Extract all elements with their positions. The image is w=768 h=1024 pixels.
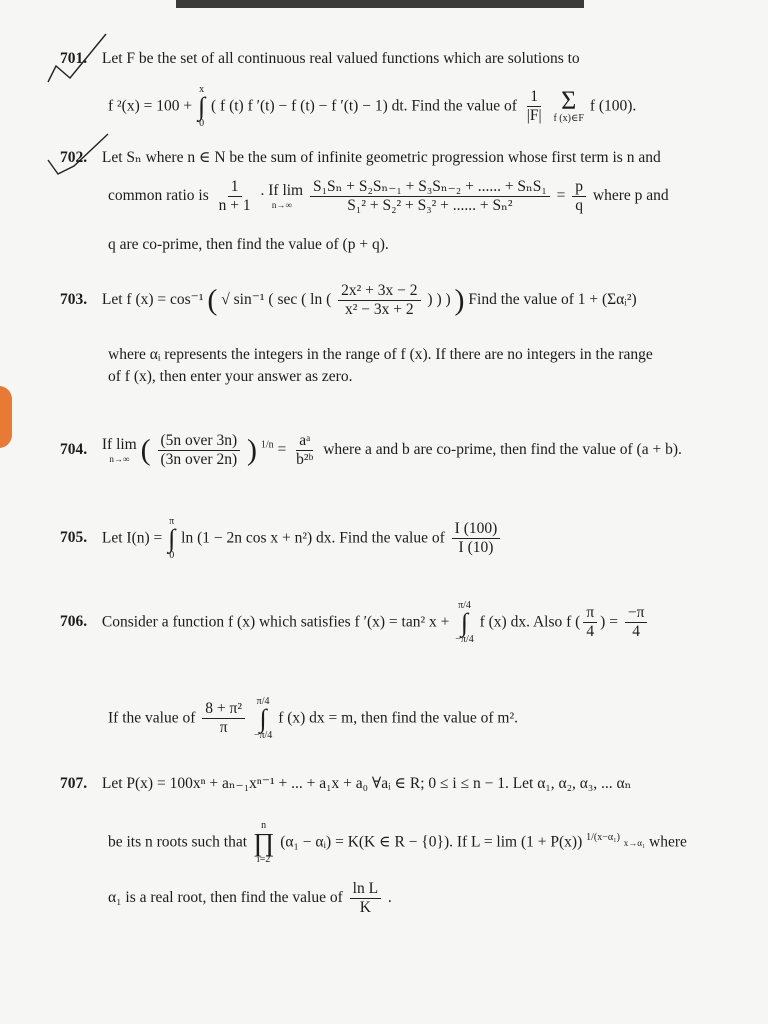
fraction: $\frac{1}{|F|}$ [526,88,542,125]
question-703-line1: 703. Let f (x) = cos⁻¹ ( √ sin⁻¹ ( sec ( ln ( $\frac{\text{2x² + 3x − 2}}{\text{x² − 3x + 2}}$ ) ) ) ) Find the value of 1 + (Σαᵢ²) [60,282,637,318]
question-707-line1: 707. Let P(x) = 100xⁿ + aₙ₋₁xⁿ⁻¹ + ... + a₁x + a₀ ∀aᵢ ∈ R; 0 ≤ i ≤ n − 1. Let α₁, α₂, α₃, ... αₙ [60,775,632,792]
question-705-line1: 705. Let I(n) = π ∫ 0 ln (1 − 2n cos x + n²) dx. Find the value of $\frac{I (100)}{I (10)}$ [60,516,503,561]
question-701-line2: f ²(x) = 100 + x ∫ 0 ( f (t) f ′(t) − f (t) − f ′(t) − 1) dt. Find the value of $\frac{1}{|F|}$ Σ f (x)∈F f (100). [108,84,637,130]
binomial-ratio: (5n over 3n) (3n over 2n) [158,432,241,469]
question-707-line3: α₁ is a real root, then find the value of $\frac{\text{ln L}}{K}$ . [108,880,392,916]
question-702-line3: q are co-prime, then find the value of (p + q). [108,236,389,253]
question-706-line1: 706. Consider a function f (x) which satisfies f ′(x) = tan² x + π/4 ∫ −π/4 f (x) dx. Also f ( $\frac{\pi}{4}$ ) = $\frac{-\pi}{4}$ [60,600,650,645]
side-tab-marker [0,386,12,448]
question-number: 701. [60,50,88,67]
top-edge-bar [176,0,584,8]
question-704-line1: 704. If lim n→∞ ( (5n over 3n) (3n over 2n) ) $^{1/n}$ = $\frac{\text{aᵃ}}{\text{b²ᵇ}}$ where a and b are co-prime, then find the value of (a + b). [60,432,682,468]
question-703-line3: of f (x), then enter your answer as zero. [108,368,353,385]
question-702-line1: 702. Let Sₙ where n ∈ N be the sum of infinite geometric progression whose first term is n and [60,149,661,166]
summation: Σ f (x)∈F [553,86,584,124]
question-702-line2: common ratio is $\frac{1}{n + 1}$ . If lim n→∞ S₁Sₙ + S₂Sₙ₋₁ + S₃Sₙ₋₂ + ...... + SₙS₁ S₁² + S₂² + S₃² + ...... + Sₙ² = $\frac{p}{q}$ where p and [108,178,669,214]
question-703-line2: where αᵢ represents the integers in the range of f (x). If there are no integers in the range [108,346,653,363]
integral: x ∫ 0 [198,84,206,130]
big-fraction: S₁Sₙ + S₂Sₙ₋₁ + S₃Sₙ₋₂ + ...... + SₙS₁ S₁² + S₂² + S₃² + ...... + Sₙ² [310,178,550,215]
question-706-line2: If the value of $\frac{\text{8 + π²}}{\pi}$ π/4 ∫ −π/4 f (x) dx = m, then find the value of m². [108,696,518,742]
question-701-line1: 701. Let F be the set of all continuous real valued functions which are solutions to [60,50,580,67]
question-707-line2: be its n roots such that n ∏ i=2 (α₁ − αᵢ) = K(K ∈ R − {0}). If L = lim (1 + P(x)) $^{1/(x-\alpha_1)}$ x→α₁ where [108,820,687,866]
